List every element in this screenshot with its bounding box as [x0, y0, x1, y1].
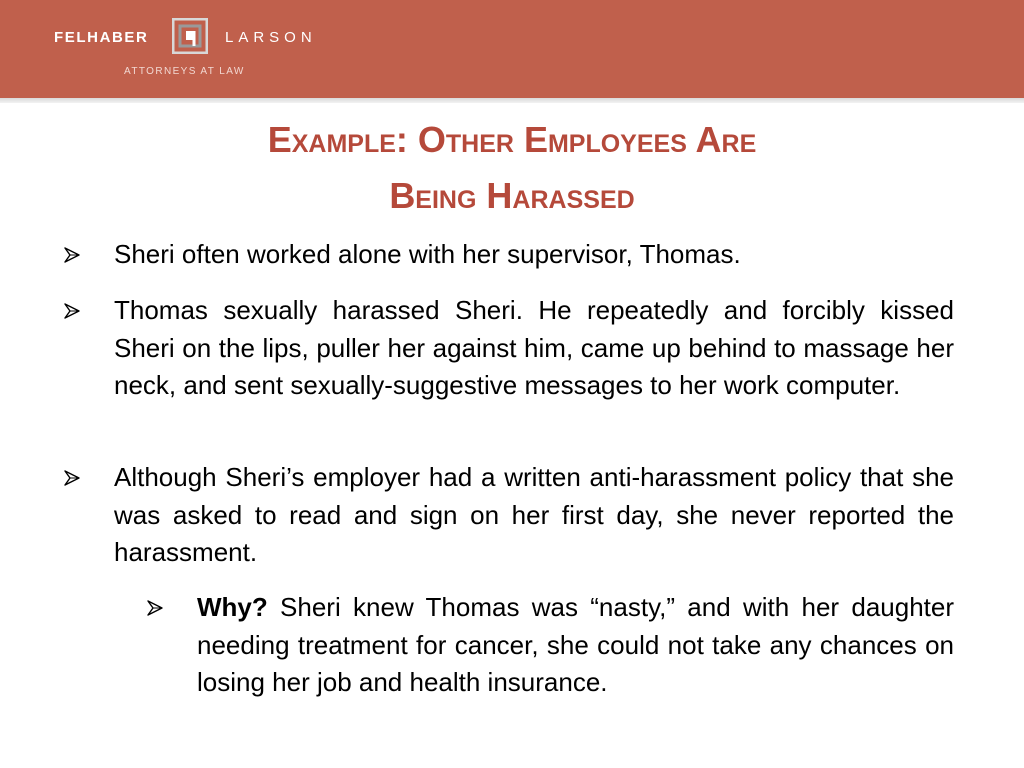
arrow-bullet-icon — [64, 303, 80, 319]
logo-mark-icon — [172, 18, 208, 54]
bullet-text-1: Sheri often worked alone with her supervisor, Thomas. — [114, 239, 741, 269]
slide-title-line-1: Example: Other Employees Are — [267, 119, 757, 160]
arrow-bullet-icon — [147, 600, 163, 616]
slide-title-line-2: Being Harassed — [389, 175, 635, 216]
header-band — [0, 0, 1024, 98]
bullet-text-3: Although Sheri’s employer had a written anti-harassment policy that she was asked to read and sign on her first day, she never reported the harassment. — [114, 462, 954, 567]
slide-title — [0, 112, 1024, 224]
sub-bullet-lead: Why? — [197, 592, 268, 622]
arrow-bullet-icon — [64, 470, 80, 486]
logo-felhaber: FELHABER — [54, 29, 149, 46]
bullet-item-3 — [114, 459, 954, 572]
bullet-item-1 — [114, 236, 954, 274]
logo-larson: LARSON — [225, 29, 317, 46]
sub-bullet-text: Sheri knew Thomas was “nasty,” and with her daughter needing treatment for cancer, she could not take any chances on losing her job and health insurance. — [197, 592, 954, 697]
logo-tagline: ATTORNEYS AT LAW — [124, 66, 245, 77]
header-divider — [0, 98, 1024, 103]
sub-bullet-item — [197, 589, 954, 702]
bullet-item-2 — [114, 292, 954, 405]
arrow-bullet-icon — [64, 247, 80, 263]
bullet-text-2: Thomas sexually harassed Sheri. He repeatedly and forcibly kissed Sheri on the lips, puller her against him, came up behind to massage her neck, and sent sexually-suggestive messages to her work computer. — [114, 295, 954, 400]
